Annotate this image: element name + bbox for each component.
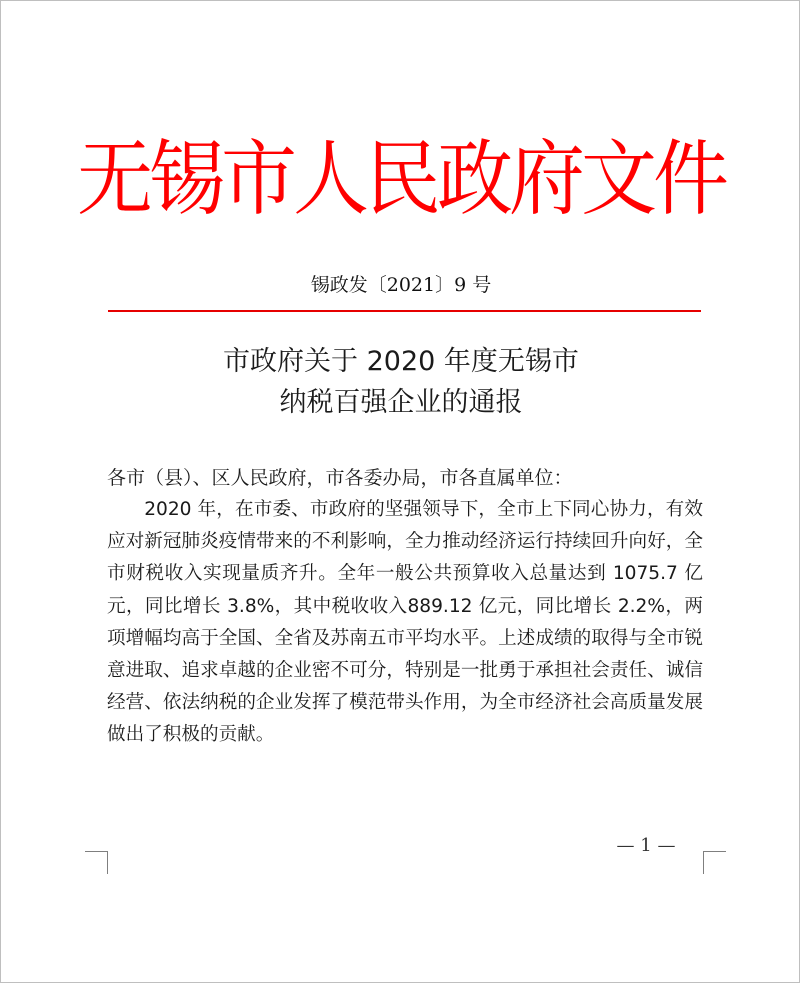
header-title: 无锡市人民政府文件 [77, 130, 725, 227]
corner-crop-mark-left [85, 851, 108, 874]
corner-crop-mark-right [703, 851, 726, 874]
page-number: — 1 — [616, 835, 676, 856]
salutation: 各市（县）、区人民政府，市各委办局，市各直属单位： [107, 467, 573, 489]
title-line-1: 市政府关于 2020 年度无锡市 [223, 346, 579, 377]
document-number: 锡政发〔2021〕9 号 [310, 274, 492, 296]
body-paragraph: 2020 年，在市委、市政府的坚强领导下，全市上下同心协力，有效应对新冠肺炎疫情带来的不利影响，全力推动经济运行持续回升向好，全市财税收入实现量质齐升。全年一般公共预算收入总量达到 1075.7 亿元，同比增长 3.8%，其中税收收入889.12 亿元，同比增长 2.2%，两项增幅均高于全国、全省及苏南五市平均水平。上述成绩的取得与全市锐意进取、追求卓越的企业密不可分，特别是一批勇于承担社会责任、诚信经营、依法纳税的企业发挥了模范带头作用，为全市经济社会高质量发展做出了积极的贡献。 [107, 499, 703, 746]
document-subject-title [1, 341, 800, 423]
title-line-2: 纳税百强企业的通报 [279, 387, 523, 418]
red-divider-line [108, 310, 701, 312]
